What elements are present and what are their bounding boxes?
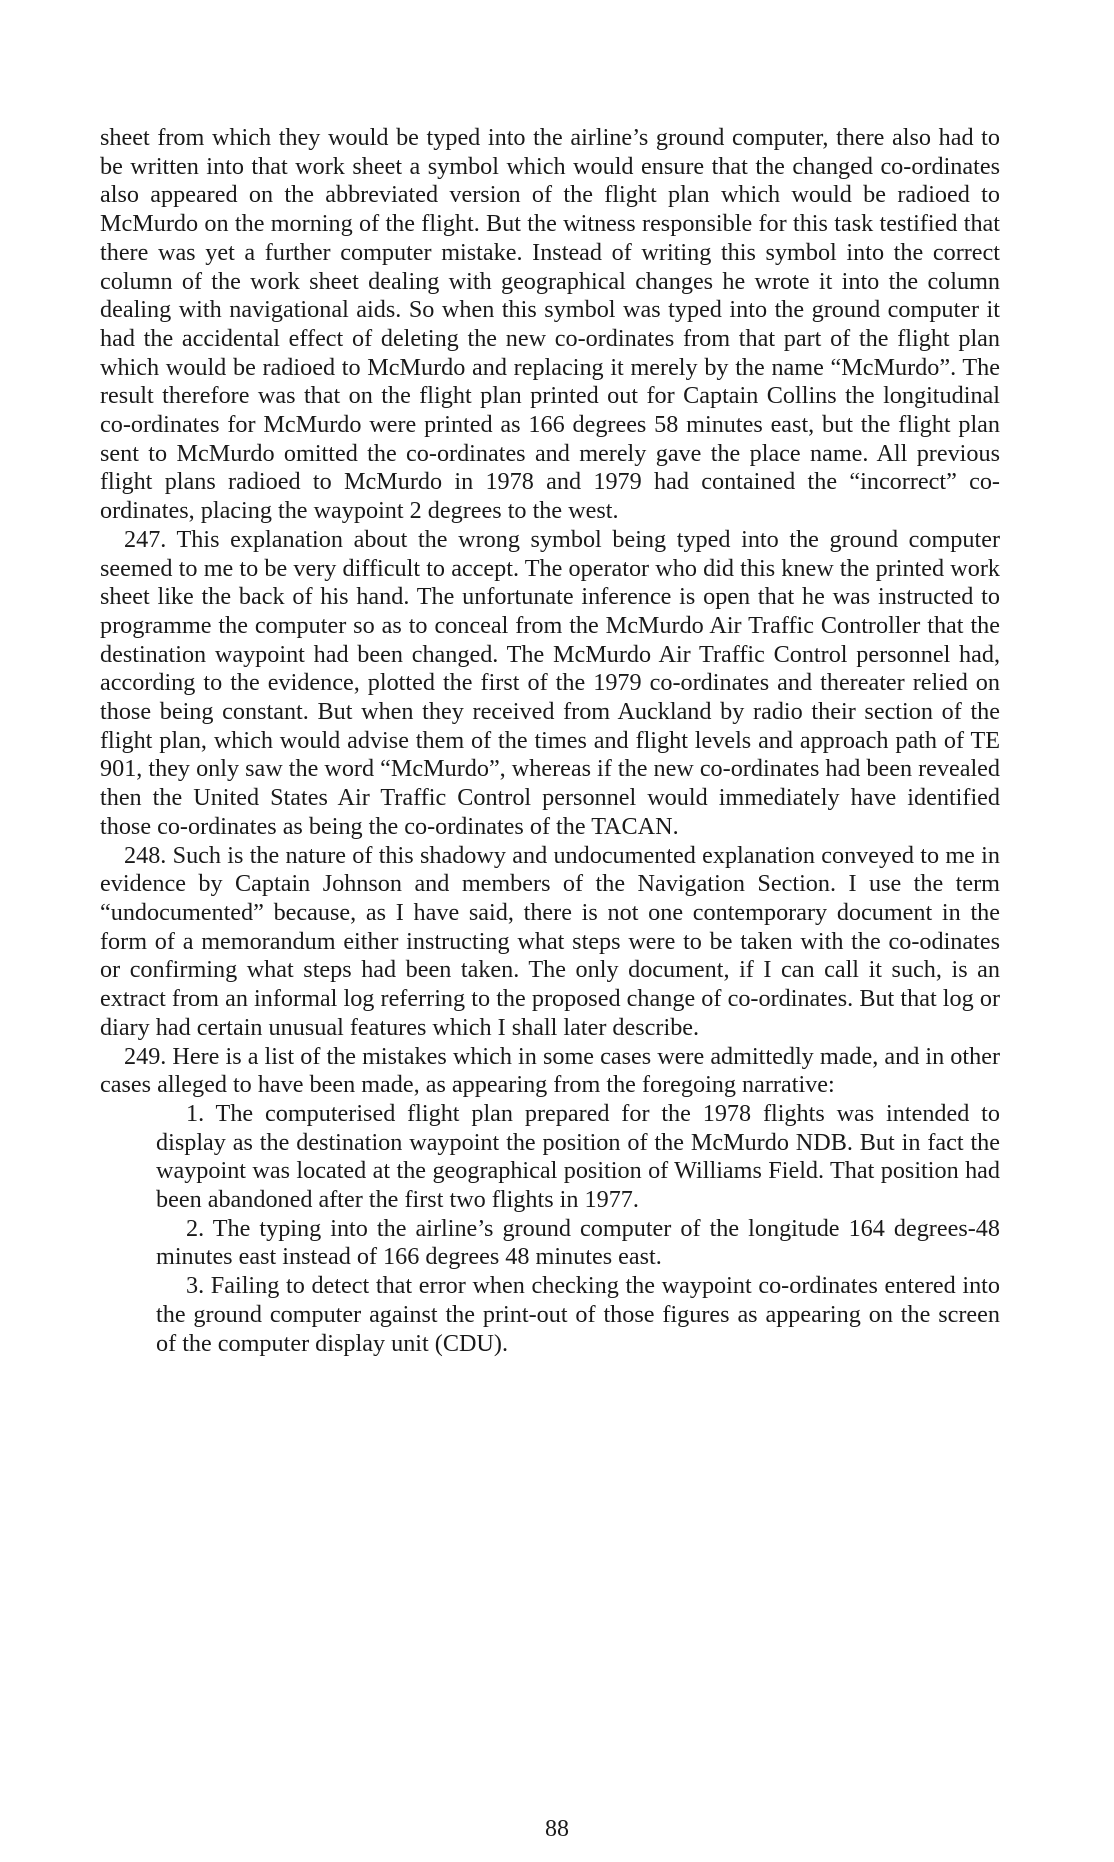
list-item-1: 1. The computerised flight plan prepared for the 1978 flights was intended to display as the destination waypoint the position of the McMurdo NDB. But in fact the waypoint was located at the geographical position of Williams Field. That position had been abandoned after the first two flights in 1977. (156, 1099, 1000, 1214)
paragraph-249: 249. Here is a list of the mistakes which in some cases were admittedly made, and in other cases alleged to have been made, as appearing from the foregoing narrative: (100, 1042, 1000, 1099)
paragraph-247: 247. This explanation about the wrong symbol being typed into the ground computer seemed to me to be very difficult to accept. The operator who did this knew the printed work sheet like the back of his hand. The unfortunate inference is open that he was instructed to programme the computer so as to conceal from the McMurdo Air Traffic Controller that the destination waypoint had been changed. The McMurdo Air Traffic Control personnel had, according to the evidence, plotted the first of the 1979 co-ordinates and thereater relied on those being constant. But when they received from Auckland by radio their section of the flight plan, which would advise them of the times and flight levels and approach path of TE 901, they only saw the word “McMurdo”, whereas if the new co-ordinates had been revealed then the United States Air Traffic Control personnel would immediately have identified those co-ordinates as being the co-ordinates of the TACAN. (100, 525, 1000, 840)
paragraph-continuation: sheet from which they would be typed into the airline’s ground computer, there also had to be written into that work sheet a symbol which would ensure that the changed co-ordinates also appeared on the abbreviated version of the flight plan which would be radioed to McMurdo on the morning of the flight. But the witness responsible for this task testified that there was yet a further computer mistake. Instead of writing this symbol into the correct column of the work sheet dealing with geographical changes he wrote it into the column dealing with navigational aids. So when this symbol was typed into the ground computer it had the accidental effect of deleting the new co-ordinates from that part of the flight plan which would be radioed to McMurdo and replacing it merely by the name “McMurdo”. The result therefore was that on the flight plan printed out for Captain Collins the longitudinal co-ordinates for McMurdo were printed as 166 degrees 58 minutes east, but the flight plan sent to McMurdo omitted the co-ordinates and merely gave the place name. All previous flight plans radioed to McMurdo in 1978 and 1979 had contained the “incorrect” co-ordinates, placing the waypoint 2 degrees to the west. (100, 124, 1000, 525)
page-number: 88 (545, 1816, 569, 1842)
list-item-3: 3. Failing to detect that error when checking the waypoint co-ordinates entered into the ground computer against the print-out of those figures as appearing on the screen of the computer display unit (CDU). (156, 1272, 1000, 1357)
list-item-2: 2. The typing into the airline’s ground computer of the longitude 164 degrees-48 minutes east instead of 166 degrees 48 minutes east. (156, 1214, 1000, 1271)
paragraph-248: 248. Such is the nature of this shadowy and undocumented explanation conveyed to me in evidence by Captain Johnson and members of the Navigation Section. I use the term “undocumented” because, as I have said, there is not one contemporary document in the form of a memorandum either instructing what steps were to be taken with the co-odinates or confirming what steps had been taken. The only document, if I can call it such, is an extract from an informal log referring to the proposed change of co-ordinates. But that log or diary had certain unusual features which I shall later describe. (100, 841, 1000, 1041)
document-page (100, 124, 1000, 1358)
